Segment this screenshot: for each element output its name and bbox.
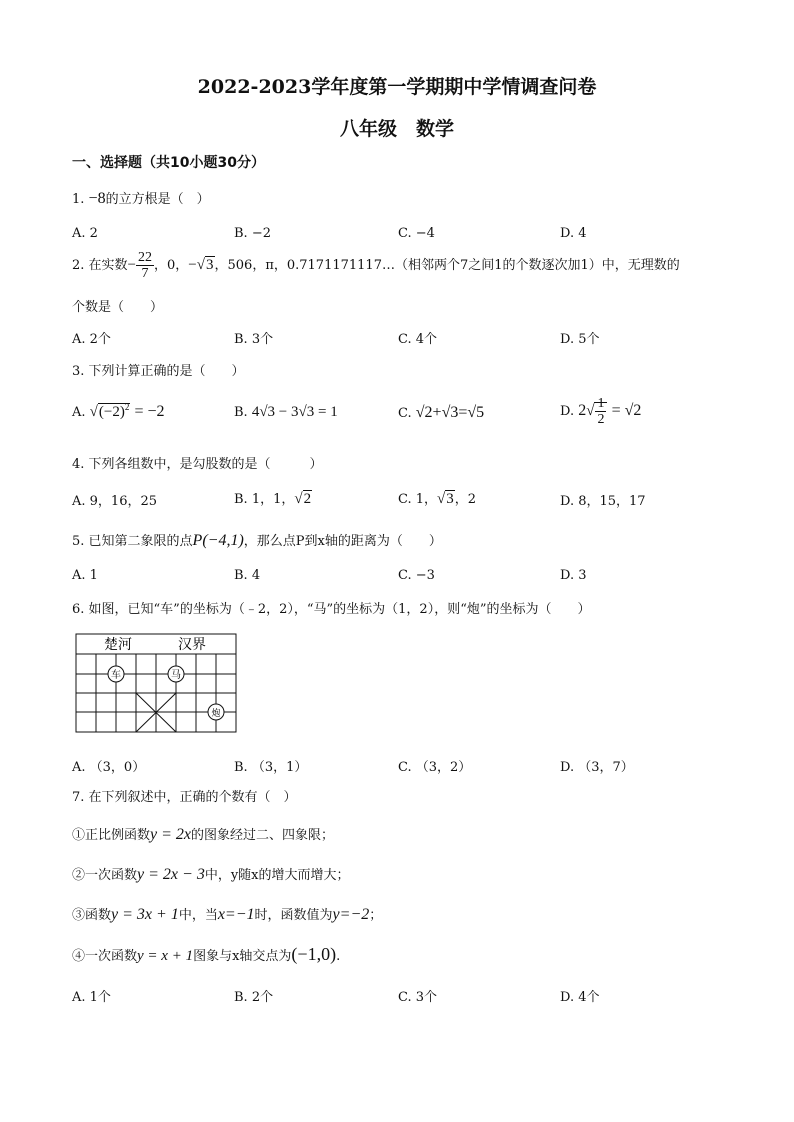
q1-option-a[interactable]: A. 2 — [72, 226, 98, 241]
question-3: 3. 下列计算正确的是（ ） — [72, 364, 245, 379]
q6-option-b[interactable]: B. （3，1） — [234, 760, 308, 775]
q2-sqrt: √3 — [196, 257, 214, 273]
q7-statement-2: ②一次函数y = 2x − 3中，y随x的增大而增大； — [72, 866, 350, 883]
section-title: 一、选择题（共10小题30分） — [72, 155, 265, 171]
q6-option-a[interactable]: A. （3，0） — [72, 760, 146, 775]
piece-car — [108, 666, 124, 682]
q3-option-c[interactable]: C. √2+√3=√5 — [398, 404, 485, 421]
q5-option-a[interactable]: A. 1 — [72, 568, 98, 583]
q2-option-c[interactable]: C. 4个 — [398, 332, 438, 347]
q4-option-d[interactable]: D. 8，15，17 — [560, 494, 646, 509]
q3-option-b[interactable]: B. 4√3 − 3√3 = 1 — [234, 404, 338, 420]
q5-option-b[interactable]: B. 4 — [234, 568, 261, 583]
q2-option-b[interactable]: B. 3个 — [234, 332, 274, 347]
q3-option-a[interactable]: A. $√(-2)^2 = -2$ — [72, 402, 165, 420]
chess-board-figure — [74, 632, 238, 736]
q5-option-d[interactable]: D. 3 — [560, 568, 587, 583]
q5-option-c[interactable]: C. −3 — [398, 568, 435, 583]
svg-text:马: 马 — [171, 670, 181, 681]
q7-option-d[interactable]: D. 4个 — [560, 990, 600, 1005]
q1-option-c[interactable]: C. −4 — [398, 226, 435, 241]
question-6: 6. 如图，已知“车”的坐标为（﹣2，2），“马”的坐标为（1，2），则“炮”的坐标为（ ） — [72, 602, 591, 617]
q7-statement-1: ①正比例函数y = 2x的图象经过二、四象限； — [72, 826, 335, 843]
q7-statement-4: ④一次函数y = x + 1图象与x轴交点为(−1,0). — [72, 944, 341, 964]
q4-option-b[interactable]: B. 1，1，√2 — [234, 491, 312, 507]
exam-subtitle: 八年级 数学 — [339, 118, 454, 140]
q2-fraction: $\frac{22}{7}$ — [138, 250, 153, 281]
q7-option-b[interactable]: B. 2个 — [234, 990, 274, 1005]
q5-point: P(−4,1) — [192, 532, 244, 549]
piece-horse — [168, 666, 184, 682]
question-4: 4. 下列各组数中，是勾股数的是（ ） — [72, 457, 323, 472]
q2-option-d[interactable]: D. 5个 — [560, 332, 600, 347]
question-2-line2: 个数是（ ） — [72, 300, 164, 315]
q1-expr: −8 — [88, 190, 106, 207]
q2-option-a[interactable]: A. 2个 — [72, 332, 111, 347]
question-5: 5. 已知第二象限的点P(−4,1)，那么点P到x轴的距离为（ ） — [72, 532, 442, 549]
exam-title: 2022-2023学年度第一学期期中学情调查问卷 — [197, 76, 597, 98]
q6-option-c[interactable]: C. （3，2） — [398, 760, 472, 775]
q7-option-a[interactable]: A. 1个 — [72, 990, 111, 1005]
q7-option-c[interactable]: C. 3个 — [398, 990, 438, 1005]
svg-text:炮: 炮 — [211, 709, 221, 719]
question-2: 2. 在实数− $\frac{22}{7}$ ，0，−√3，506，π，0.7171171117…（相邻两个7之间1的个数逐次加1）中，无理数的 — [72, 250, 680, 281]
q7-statement-3: ③函数y = 3x + 1中，当x=−1时，函数值为y=−2； — [72, 906, 383, 923]
q3-option-d[interactable]: D. 2√ $\frac{1}{2}$ = √2 — [560, 396, 642, 427]
question-7: 7. 在下列叙述中，正确的个数有（ ） — [72, 790, 297, 805]
q4-option-a[interactable]: A. 9，16，25 — [72, 494, 158, 509]
svg-text:车: 车 — [111, 670, 121, 681]
q1-option-d[interactable]: D. 4 — [560, 226, 587, 241]
river-label-right: 汉界 — [178, 637, 206, 653]
piece-cannon — [208, 704, 224, 720]
q4-option-c[interactable]: C. 1，√3，2 — [398, 491, 477, 507]
q6-option-d[interactable]: D. （3，7） — [560, 760, 634, 775]
q1-option-b[interactable]: B. −2 — [234, 226, 271, 241]
question-1: 1. −8的立方根是（ ） — [72, 190, 210, 207]
river-label-left: 楚河 — [104, 637, 132, 653]
